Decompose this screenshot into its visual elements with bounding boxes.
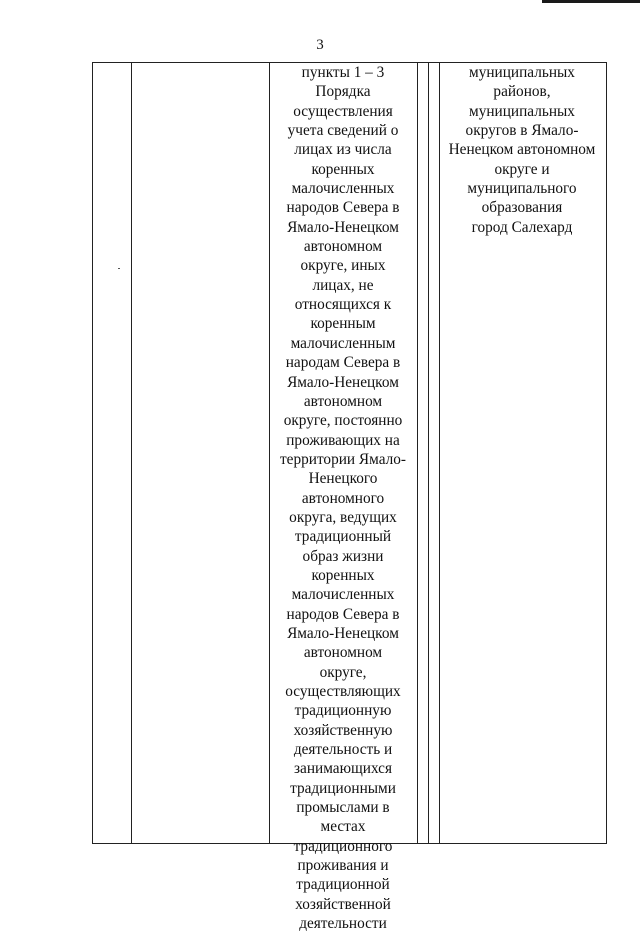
table-cell-text-line: традиционной [296, 876, 390, 894]
table-cell-text-line: проживающих на [286, 431, 400, 449]
table-cell-text-line: малочисленных [291, 586, 395, 604]
table-cell-text-line: малочисленным [290, 334, 396, 352]
table-cell-text-line: относящихся к [294, 296, 392, 314]
table-cell-text-line: автономного [301, 489, 385, 507]
table-cell-text-line: народов Севера в [286, 605, 400, 623]
table-cell-text-line: учета сведений о [287, 122, 399, 140]
table-cell-text-line: муниципальных [469, 64, 575, 81]
table-cell-text-line: коренным [310, 315, 376, 333]
table-cell-legal-basis [269, 63, 417, 933]
table-cell-text-line: Ямало-Ненецком [287, 624, 399, 642]
table-cell-text-line: коренных [311, 160, 375, 178]
table-cell-text-line: округе, [319, 663, 367, 681]
table-cell-text-line: автономном [303, 392, 383, 410]
table-cell-text-line: территории Ямало- [279, 450, 406, 468]
table-column-divider-1 [131, 63, 132, 843]
table-cell-text-line: хозяйственной [295, 895, 391, 913]
table-cell-text-line: лицах, не [312, 276, 374, 294]
table-column-divider-4 [428, 63, 429, 843]
table-cell-text-line: муниципальных [469, 102, 575, 120]
table-cell-text-line: город Салехард [471, 218, 573, 236]
table-cell-text-line: округа, ведущих [289, 508, 397, 526]
scan-stray-mark [118, 268, 120, 269]
table-cell-text-line: лицах из числа [294, 141, 392, 159]
table-cell-text-line: районов, [493, 83, 551, 101]
table-cell-executors [439, 63, 605, 237]
table-cell-text-line: округе, иных [300, 257, 386, 275]
table-cell-text-line: народов Севера в [286, 199, 400, 217]
table-cell-text-line: традиционную [294, 702, 392, 720]
document-table [92, 62, 607, 933]
table-cell-text-line: традиционными [290, 779, 396, 797]
table-cell-text-line: округе и [494, 160, 550, 178]
table-cell-text-line: Порядка [315, 83, 371, 101]
table-cell-text-line: традиционный [294, 528, 392, 546]
table-cell-text-line: округе, постоянно [283, 412, 403, 430]
table-cell-text-line: коренных [311, 566, 375, 584]
table-cell-text-line: осуществления [293, 102, 393, 120]
table-cell-text-line: занимающихся [294, 760, 392, 778]
table-cell-text-line: образ жизни [302, 547, 384, 565]
table-cell-text-line: автономном [303, 238, 383, 256]
table-cell-text-line: осуществляющих [285, 683, 401, 700]
table-cell-text-line: местах [320, 818, 366, 836]
table-cell-text-line: пункты 1 – 3 [301, 64, 385, 81]
table-cell-text-line: промыслами в [296, 799, 390, 817]
table-cell-text-line: Ямало-Ненецком [287, 373, 399, 391]
table-cell-text-line: Ненецкого [308, 470, 378, 488]
table-column-divider-3 [417, 63, 418, 843]
table-cell-text-line: традиционного [293, 837, 393, 855]
page-number: 3 [316, 37, 324, 53]
table-cell-text-line: Ненецком автономном [448, 141, 596, 159]
table-cell-text-line: народам Севера в [285, 354, 401, 372]
table-cell-text-line: деятельности [299, 915, 387, 933]
table-cell-text-line: проживания и [297, 857, 389, 875]
table-cell-text-line: хозяйственную [293, 721, 393, 739]
table-cell-text-line: образования [481, 199, 563, 217]
table-cell-text-line: округов в Ямало- [465, 122, 579, 140]
table-cell-text-line: деятельность и [293, 741, 393, 759]
table-cell-text-line: муниципального [467, 180, 577, 198]
table-cell-text-line: Ямало-Ненецком [287, 218, 399, 236]
table-cell-text-line: малочисленных [291, 180, 395, 198]
scan-corner-mark [542, 0, 640, 3]
table-cell-text-line: автономном [303, 644, 383, 662]
